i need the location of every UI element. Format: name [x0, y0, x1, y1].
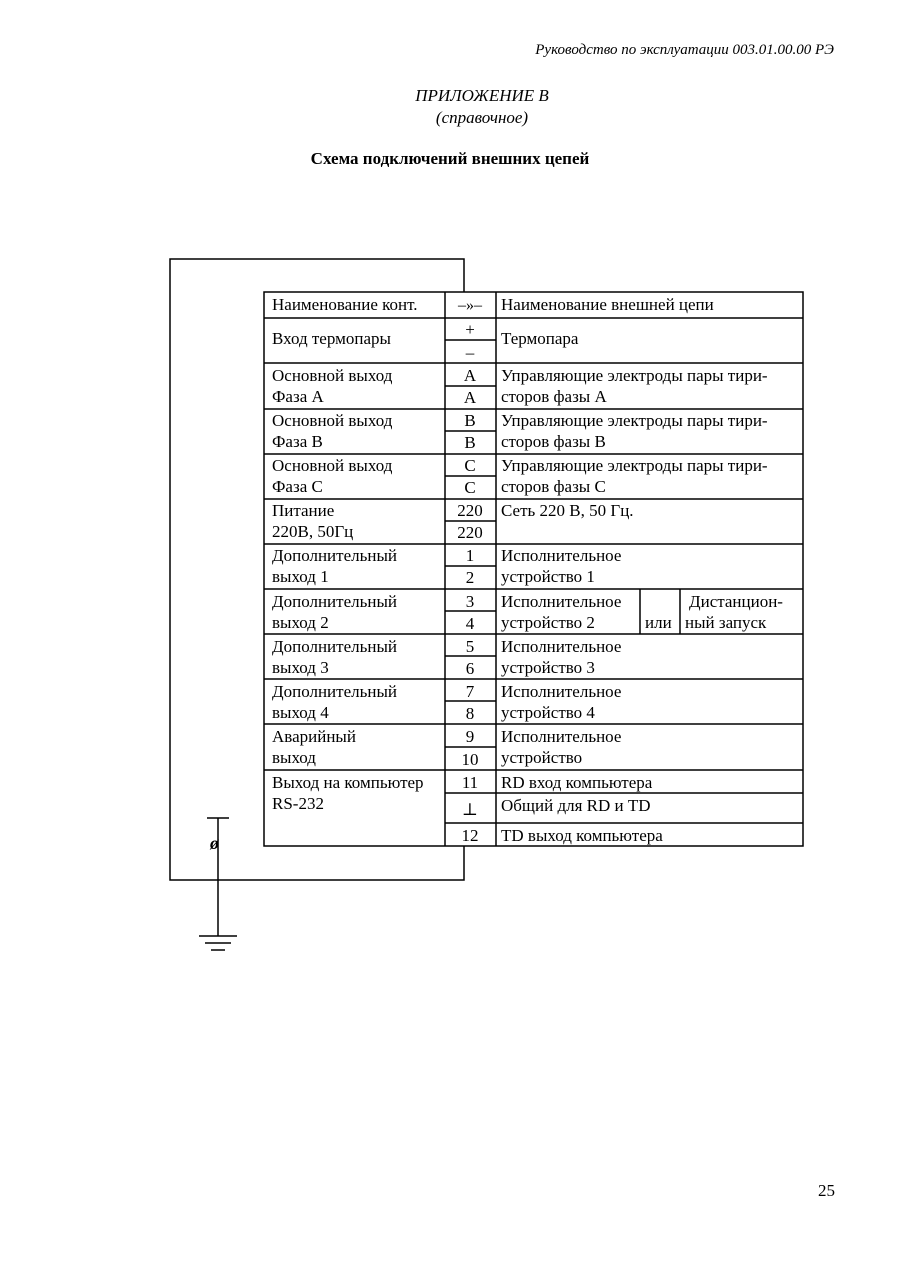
pin: 3: [465, 592, 475, 611]
row-circuit-line2: сторов фазы В: [501, 432, 606, 451]
pin: 2: [465, 568, 475, 587]
pin: 8: [465, 704, 475, 723]
pin: 9: [465, 727, 475, 746]
pin-rd: 11: [461, 773, 479, 792]
pin: 7: [465, 682, 475, 701]
row-name-line2: Фаза В: [272, 432, 323, 451]
alt-circuit: Дистанцион-: [689, 592, 783, 611]
header-contact-name: Наименование конт.: [272, 295, 418, 314]
pin: 220: [457, 523, 483, 542]
alt-circuit-line2: ный запуск: [685, 613, 767, 632]
row-circuit: Управляющие электроды пары тири-: [501, 411, 768, 430]
pin: 1: [465, 546, 475, 565]
pin: В: [464, 411, 476, 430]
row-name: Основной выход: [272, 456, 393, 475]
rs232-name: Выход на компьютер: [272, 773, 424, 792]
page-number: 25: [818, 1181, 835, 1200]
row-name-line2: выход: [272, 748, 316, 767]
row-circuit-line2: устройство 2: [501, 613, 595, 632]
row-name-line2: выход 2: [272, 613, 329, 632]
row-name-line2: Фаза С: [272, 477, 323, 496]
appendix-title: ПРИЛОЖЕНИЕ В: [415, 86, 549, 105]
row-circuit-line2: устройство 4: [501, 703, 595, 722]
row-circuit: Исполнительное: [501, 637, 622, 656]
appendix-subtitle: (справочное): [435, 108, 529, 127]
pin-plus: +: [465, 320, 475, 339]
pin: В: [464, 433, 476, 452]
row-name: Питание: [272, 501, 335, 520]
row-name: Дополнительный: [272, 682, 397, 701]
row-circuit: Исполнительное: [501, 592, 622, 611]
rs232-name-line2: RS-232: [272, 794, 324, 813]
rs232-circuit-common: Общий для RD и TD: [501, 796, 651, 815]
pin-minus: –: [465, 343, 475, 362]
pin: 6: [465, 659, 475, 678]
row-name: Дополнительный: [272, 637, 397, 656]
row-circuit: Управляющие электроды пары тири-: [501, 366, 768, 385]
row-circuit: Термопара: [501, 329, 579, 348]
row-name-line2: Фаза А: [272, 387, 324, 406]
pin: А: [463, 366, 477, 385]
row-circuit-line2: устройство 1: [501, 567, 595, 586]
row-name-line2: выход 1: [272, 567, 329, 586]
or-label: или: [645, 613, 672, 632]
pin: С: [464, 478, 476, 497]
row-name: Основной выход: [272, 411, 393, 430]
row-circuit: Сеть 220 В, 50 Гц.: [501, 501, 634, 520]
rs232-circuit-rd: RD вход компьютера: [501, 773, 653, 792]
row-circuit: Исполнительное: [501, 546, 622, 565]
row-name: Аварийный: [272, 727, 356, 746]
pin: 4: [465, 614, 475, 633]
pin: 10: [461, 750, 479, 769]
row-name-line2: 220В, 50Гц: [272, 522, 354, 541]
row-name-line2: выход 4: [272, 703, 329, 722]
rs232-circuit-td: TD выход компьютера: [501, 826, 663, 845]
row-name: Дополнительный: [272, 592, 397, 611]
row-circuit-line2: сторов фазы А: [501, 387, 607, 406]
row-circuit: Управляющие электроды пары тири-: [501, 456, 768, 475]
row-name: Вход термопары: [272, 329, 391, 348]
row-circuit-line2: сторов фазы С: [501, 477, 606, 496]
row-name-line2: выход 3: [272, 658, 329, 677]
pin: А: [463, 388, 477, 407]
pin: 220: [457, 501, 483, 520]
schematic-heading: Схема подключений внешних цепей: [310, 149, 590, 168]
pin: 5: [465, 637, 475, 656]
ground-terminal-label: ø: [210, 833, 219, 853]
pin: С: [464, 456, 476, 475]
row-name: Дополнительный: [272, 546, 397, 565]
row-circuit: Исполнительное: [501, 727, 622, 746]
header-connector-icon: –»–: [458, 297, 482, 314]
row-circuit-line2: устройство: [501, 748, 583, 767]
row-name: Основной выход: [272, 366, 393, 385]
row-circuit-line2: устройство 3: [501, 658, 595, 677]
running-header: Руководство по эксплуатации 003.01.00.00 РЭ: [535, 42, 834, 58]
row-circuit: Исполнительное: [501, 682, 622, 701]
header-circuit-name: Наименование внешней цепи: [501, 295, 714, 314]
pin-td: 12: [461, 826, 479, 845]
common-ground-icon: ⊥: [462, 800, 478, 819]
